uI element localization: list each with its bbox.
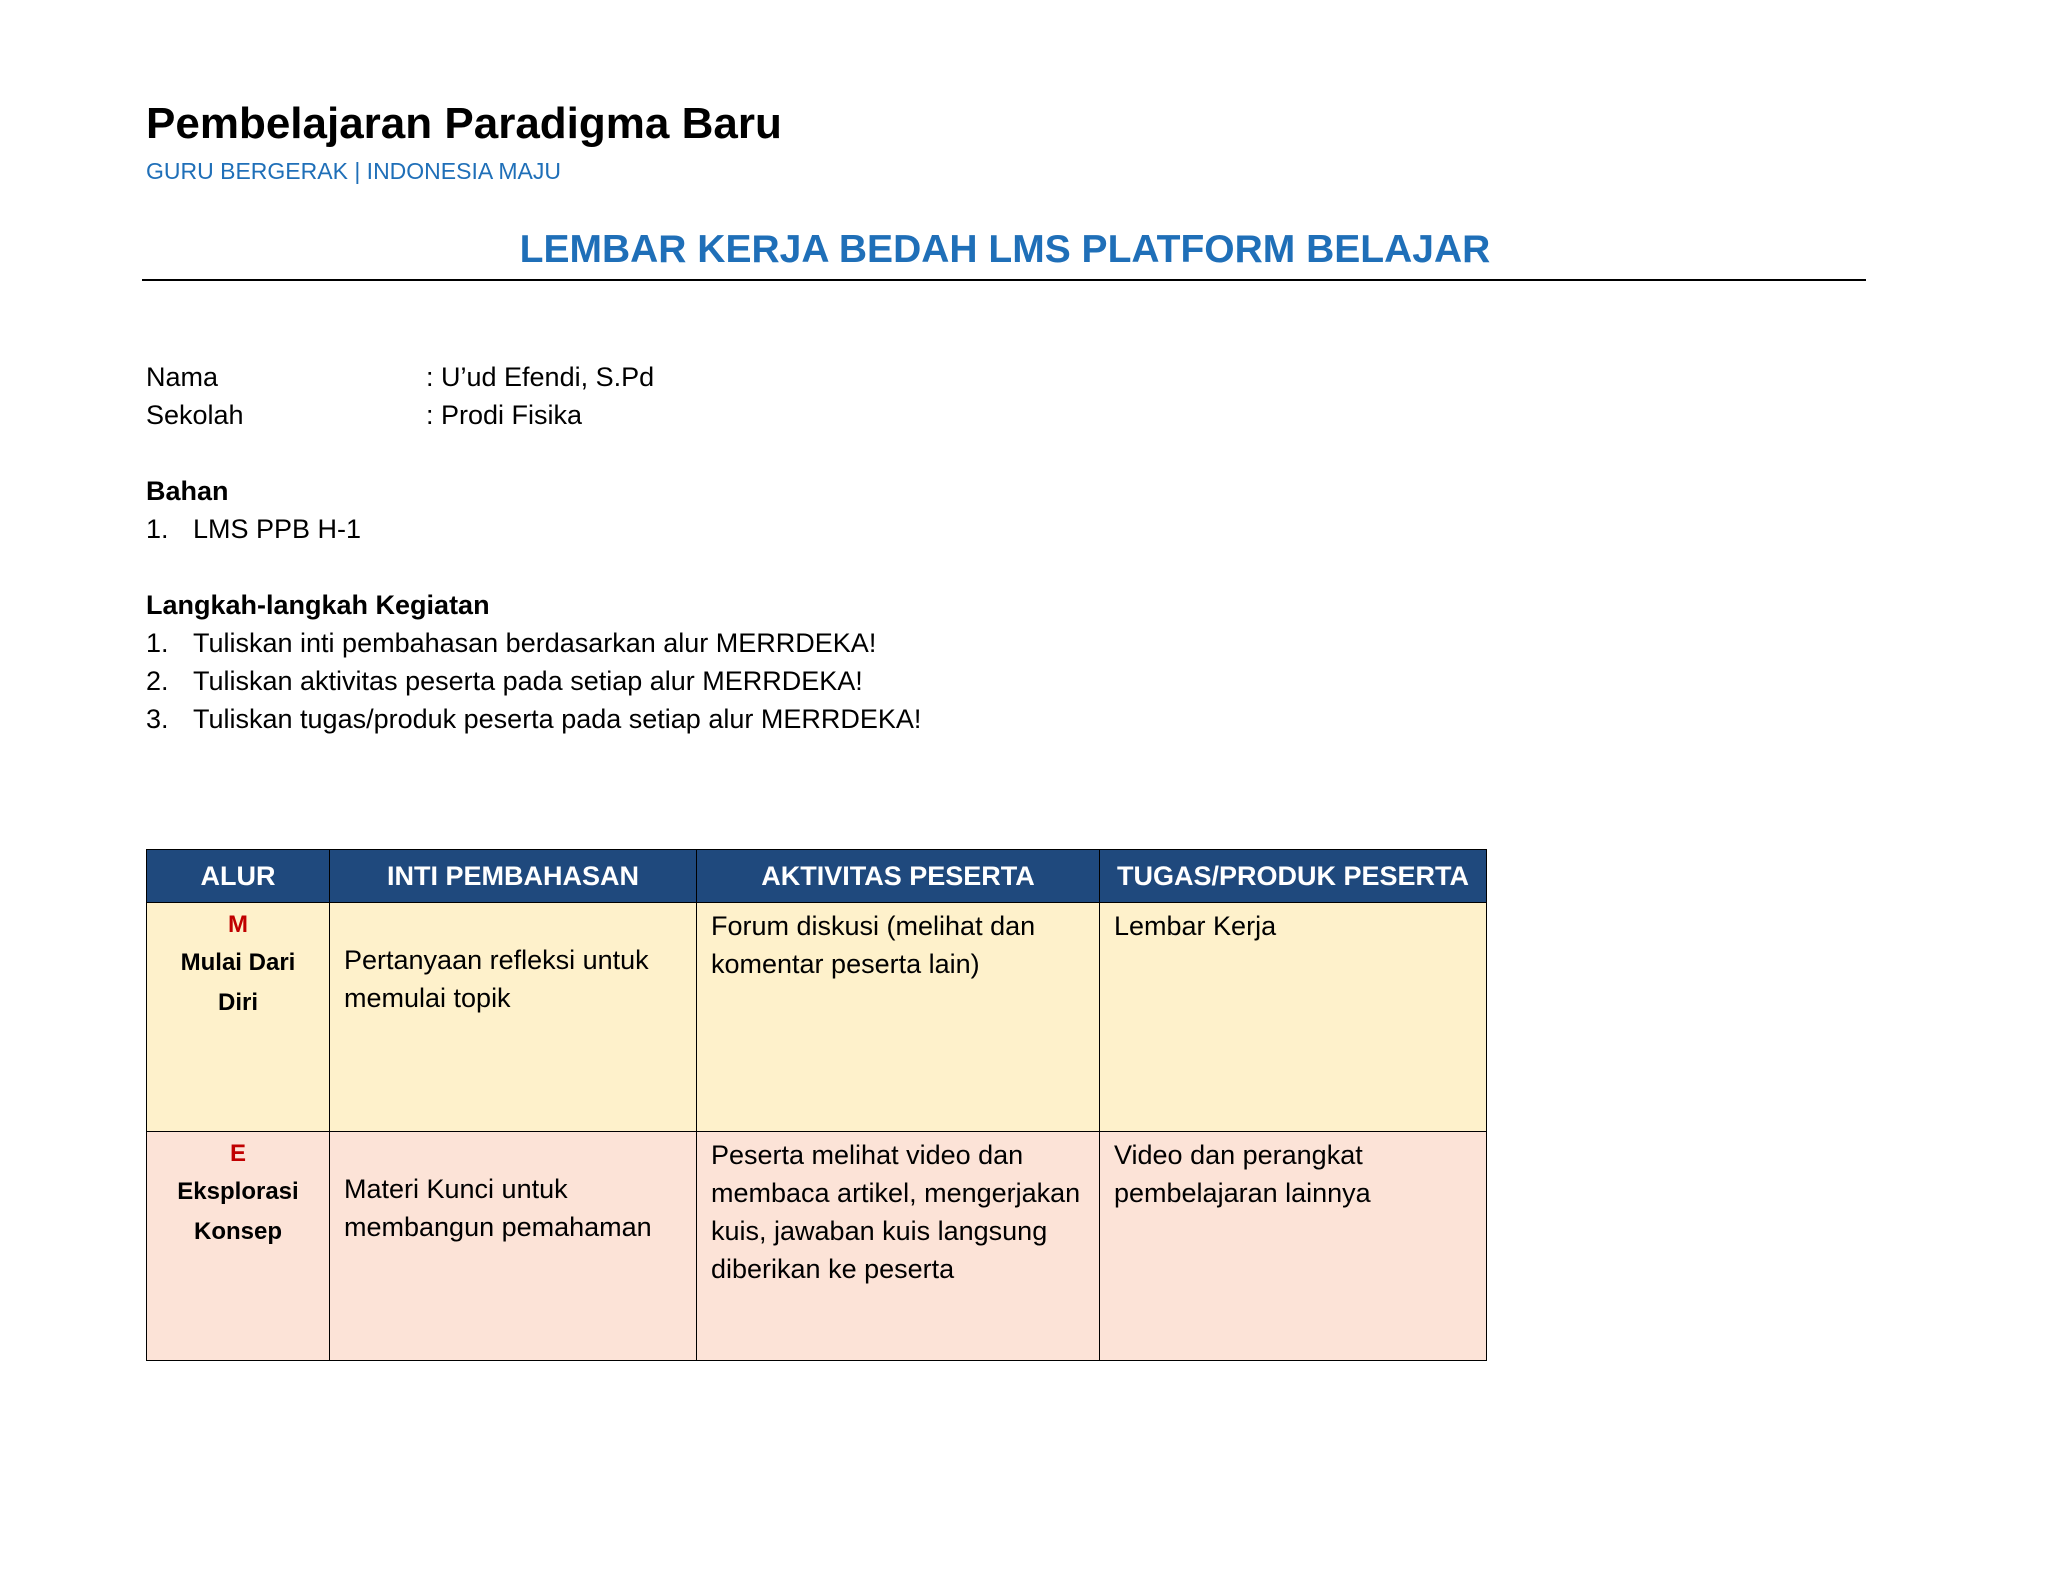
- school-row: [146, 396, 582, 434]
- list-number: 3.: [146, 704, 169, 734]
- name-row: [146, 358, 654, 396]
- name-label: Nama: [146, 362, 219, 392]
- table-header-row: [147, 850, 1487, 903]
- list-number: 1.: [146, 628, 169, 658]
- list-text: Tuliskan aktivitas peserta pada setiap alur MERRDEKA!: [193, 666, 863, 696]
- alur-letter: E: [229, 1140, 246, 1167]
- column-header-aktivitas: AKTIVITAS PESERTA: [697, 850, 1100, 903]
- worksheet-heading: LEMBAR KERJA BEDAH LMS PLATFORM BELAJAR: [519, 228, 1491, 271]
- alur-cell: [147, 1132, 330, 1361]
- step-item: [146, 624, 876, 662]
- document-subtitle: GURU BERGERAK | INDONESIA MAJU: [146, 158, 561, 184]
- list-number: 1.: [146, 514, 169, 544]
- column-header-inti: INTI PEMBAHASAN: [330, 850, 697, 903]
- alur-letter: M: [228, 911, 248, 938]
- column-header-tugas: TUGAS/PRODUK PESERTA: [1100, 850, 1487, 903]
- document-title: Pembelajaran Paradigma Baru: [146, 99, 782, 148]
- alur-name-line: Mulai Dari: [180, 949, 296, 976]
- table-row: [147, 903, 1487, 1132]
- steps-heading: Langkah-langkah Kegiatan: [146, 590, 490, 620]
- bahan-item: [146, 510, 361, 548]
- heading-divider: [142, 279, 1866, 281]
- inti-cell: Pertanyaan refleksi untuk memulai topik: [330, 903, 697, 1132]
- tugas-cell: Video dan perangkat pembelajaran lainnya: [1100, 1132, 1487, 1361]
- alur-name-line: Konsep: [193, 1218, 282, 1245]
- aktivitas-cell: Forum diskusi (melihat dan komentar peserta lain): [697, 903, 1100, 1132]
- column-header-alur: ALUR: [147, 850, 330, 903]
- step-item: [146, 700, 921, 738]
- name-value: : U’ud Efendi, S.Pd: [426, 362, 655, 392]
- school-label: Sekolah: [146, 400, 244, 430]
- list-text: LMS PPB H-1: [193, 514, 362, 544]
- list-text: Tuliskan inti pembahasan berdasarkan alur MERRDEKA!: [193, 628, 877, 658]
- tugas-cell: Lembar Kerja: [1100, 903, 1487, 1132]
- aktivitas-cell: Peserta melihat video dan membaca artikel, mengerjakan kuis, jawaban kuis langsung diberikan ke peserta: [697, 1132, 1100, 1361]
- merrdeka-table: [146, 849, 1487, 1361]
- inti-cell: Materi Kunci untuk membangun pemahaman: [330, 1132, 697, 1361]
- alur-name-line: Diri: [217, 989, 258, 1016]
- bahan-heading: Bahan: [146, 476, 229, 506]
- list-number: 2.: [146, 666, 169, 696]
- table-row: [147, 1132, 1487, 1361]
- school-value: : Prodi Fisika: [426, 400, 583, 430]
- step-item: [146, 662, 863, 700]
- list-text: Tuliskan tugas/produk peserta pada setiap alur MERRDEKA!: [193, 704, 922, 734]
- alur-name-line: Eksplorasi: [177, 1178, 299, 1205]
- alur-cell: [147, 903, 330, 1132]
